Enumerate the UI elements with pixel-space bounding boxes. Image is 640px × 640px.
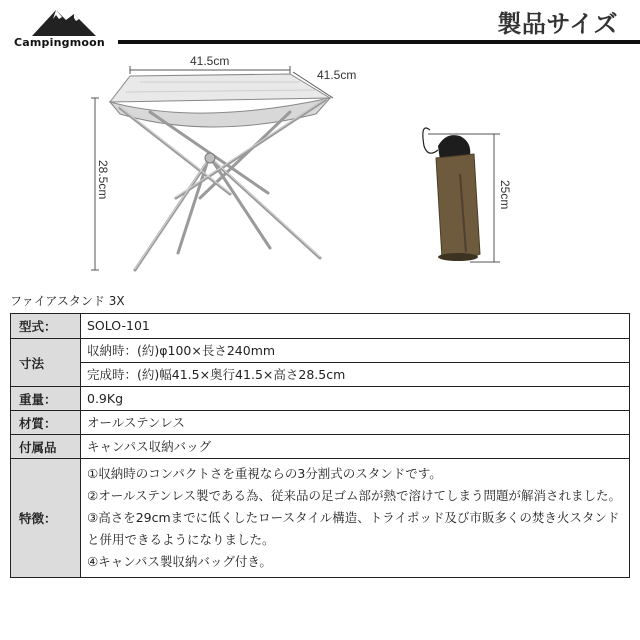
features-label: 特徴： (11, 459, 81, 578)
features-list (81, 459, 630, 578)
stand-depth-label: 41.5cm (317, 68, 357, 82)
spec-row-weight (11, 387, 630, 411)
feature-item: ③高さを29cmまでに低くしたロースタイル構造、トライポッド及び市販多くの焚き火スタンドと併用できるようになりました。 (87, 510, 620, 547)
model-label: 型式： (11, 314, 81, 339)
accessory-label: 付属品 (11, 435, 81, 459)
header-rule (118, 40, 640, 44)
mountain-logo-icon (32, 6, 96, 36)
spec-row-features (11, 459, 630, 578)
spec-row-size-assembled (11, 363, 630, 387)
spec-row-size-stored (11, 339, 630, 363)
feature-item: ②オールステンレス製である為、従来品の足ゴム部が熱で溶けてしまう問題が解消されました。 (87, 488, 622, 503)
weight-value: 0.9Kg (81, 387, 630, 411)
stand-height-label: 28.5cm (96, 160, 110, 200)
accessory-value: キャンパス収納バッグ (81, 435, 630, 459)
spec-row-model (11, 314, 630, 339)
stand-width-label: 41.5cm (190, 54, 230, 68)
size-label: 寸法 (11, 339, 81, 387)
feature-item: ④キャンパス製収納バッグ付き。 (87, 554, 272, 569)
product-name: ファイアスタンド 3X (10, 294, 125, 308)
brand-logo (14, 6, 120, 50)
bag-height-label: 25cm (498, 180, 512, 210)
spec-row-accessory (11, 435, 630, 459)
brand-name: Campingmoon (14, 36, 105, 49)
weight-label: 重量： (11, 387, 81, 411)
spec-row-material (11, 411, 630, 435)
size-assembled-value: 完成時：(約)幅41.5×奥行41.5×高さ28.5cm (81, 363, 630, 387)
page-title: 製品サイズ (497, 10, 618, 38)
material-label: 材質： (11, 411, 81, 435)
spec-table (10, 313, 630, 578)
material-value: オールステンレス (81, 411, 630, 435)
feature-item: ①収納時のコンパクトさを重視ならの3分割式のスタンドです。 (87, 466, 442, 481)
model-value: SOLO-101 (81, 314, 630, 339)
product-figure (0, 48, 640, 284)
size-stored-value: 収納時：(約)φ100×長さ240mm (81, 339, 630, 363)
